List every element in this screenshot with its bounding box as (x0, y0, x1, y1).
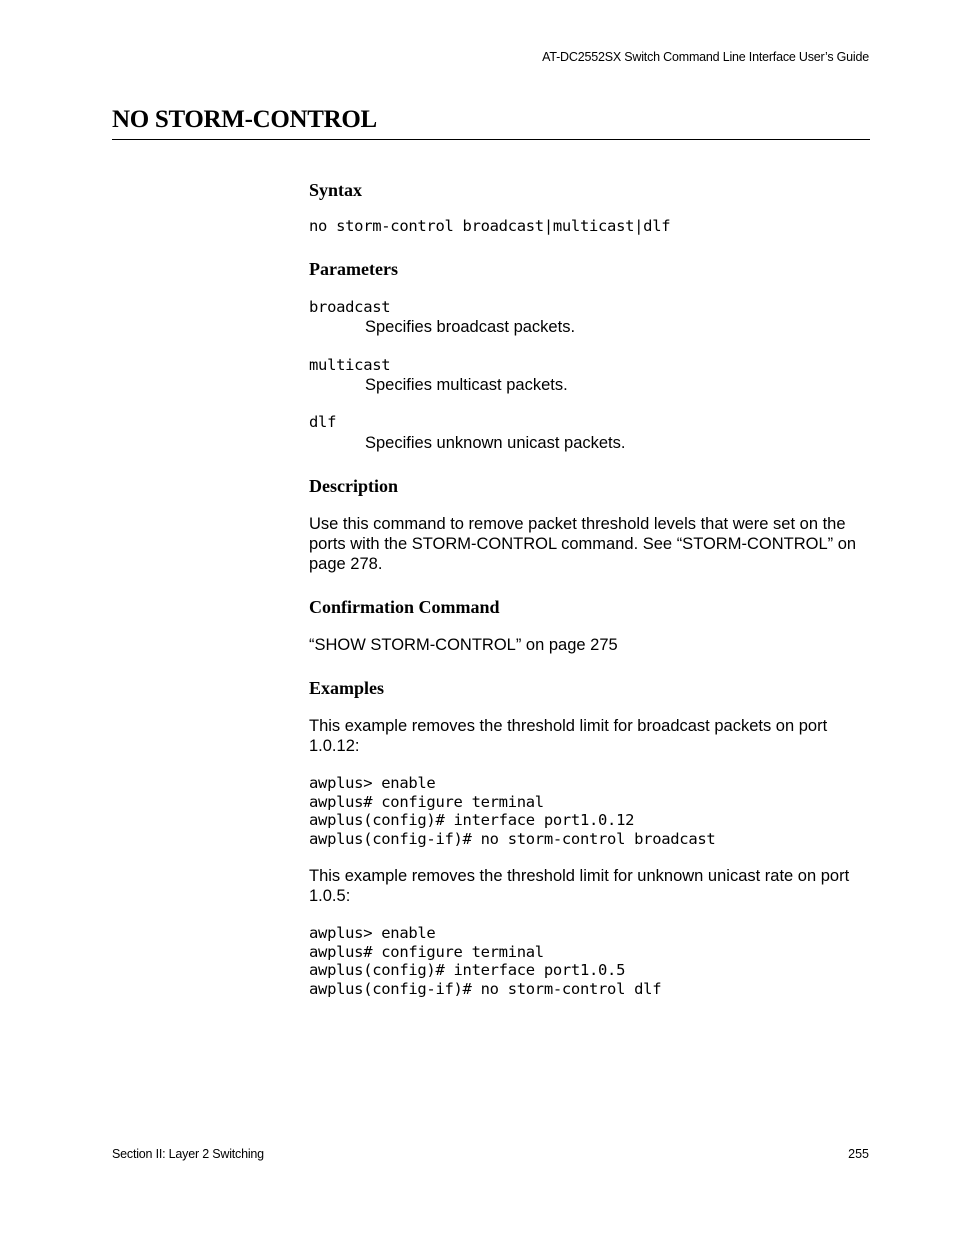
code-line: awplus(config)# interface port1.0.12 (309, 811, 635, 830)
code-line: awplus> enable (309, 924, 436, 942)
confirmation-heading: Confirmation Command (309, 597, 500, 617)
syntax-heading: Syntax (309, 180, 363, 200)
examples-heading: Examples (309, 678, 385, 698)
parameter-name: broadcast (309, 298, 391, 316)
parameter-description: Specifies unknown unicast packets. (365, 434, 626, 452)
code-block (309, 924, 661, 999)
example-intro: This example removes the threshold limit for broadcast packets on port 1.0.12: (309, 717, 828, 755)
page-number: 255 (848, 1147, 869, 1161)
running-header: AT-DC2552SX Switch Command Line Interface User’s Guide (542, 50, 869, 64)
code-line: awplus(config-if)# no storm-control dlf (309, 980, 662, 999)
code-block (309, 774, 715, 849)
code-line: awplus(config-if)# no storm-control broadcast (309, 830, 716, 849)
syntax-command: no storm-control broadcast|multicast|dlf (309, 217, 671, 235)
parameter-name: dlf (309, 413, 337, 431)
code-line: awplus# configure terminal (309, 792, 544, 811)
footer-section: Section II: Layer 2 Switching (112, 1147, 264, 1161)
code-line: awplus(config)# interface port1.0.5 (309, 961, 626, 980)
code-line: awplus> enable (309, 774, 436, 792)
parameter-description: Specifies broadcast packets. (365, 318, 576, 336)
example-intro: This example removes the threshold limit for unknown unicast rate on port 1.0.5: (309, 867, 850, 905)
parameter-name: multicast (309, 356, 391, 374)
page-title: NO STORM-CONTROL (112, 106, 377, 133)
parameter-description: Specifies multicast packets. (365, 376, 568, 394)
parameters-heading: Parameters (309, 259, 398, 279)
code-line: awplus# configure terminal (309, 942, 544, 961)
confirmation-text: “SHOW STORM-CONTROL” on page 275 (309, 636, 618, 654)
title-divider (112, 139, 870, 140)
description-heading: Description (309, 476, 398, 496)
description-text: Use this command to remove packet threshold levels that were set on the ports with the STORM-CONTROL command. See “STORM-CONTROL” on page 278. (309, 515, 857, 573)
